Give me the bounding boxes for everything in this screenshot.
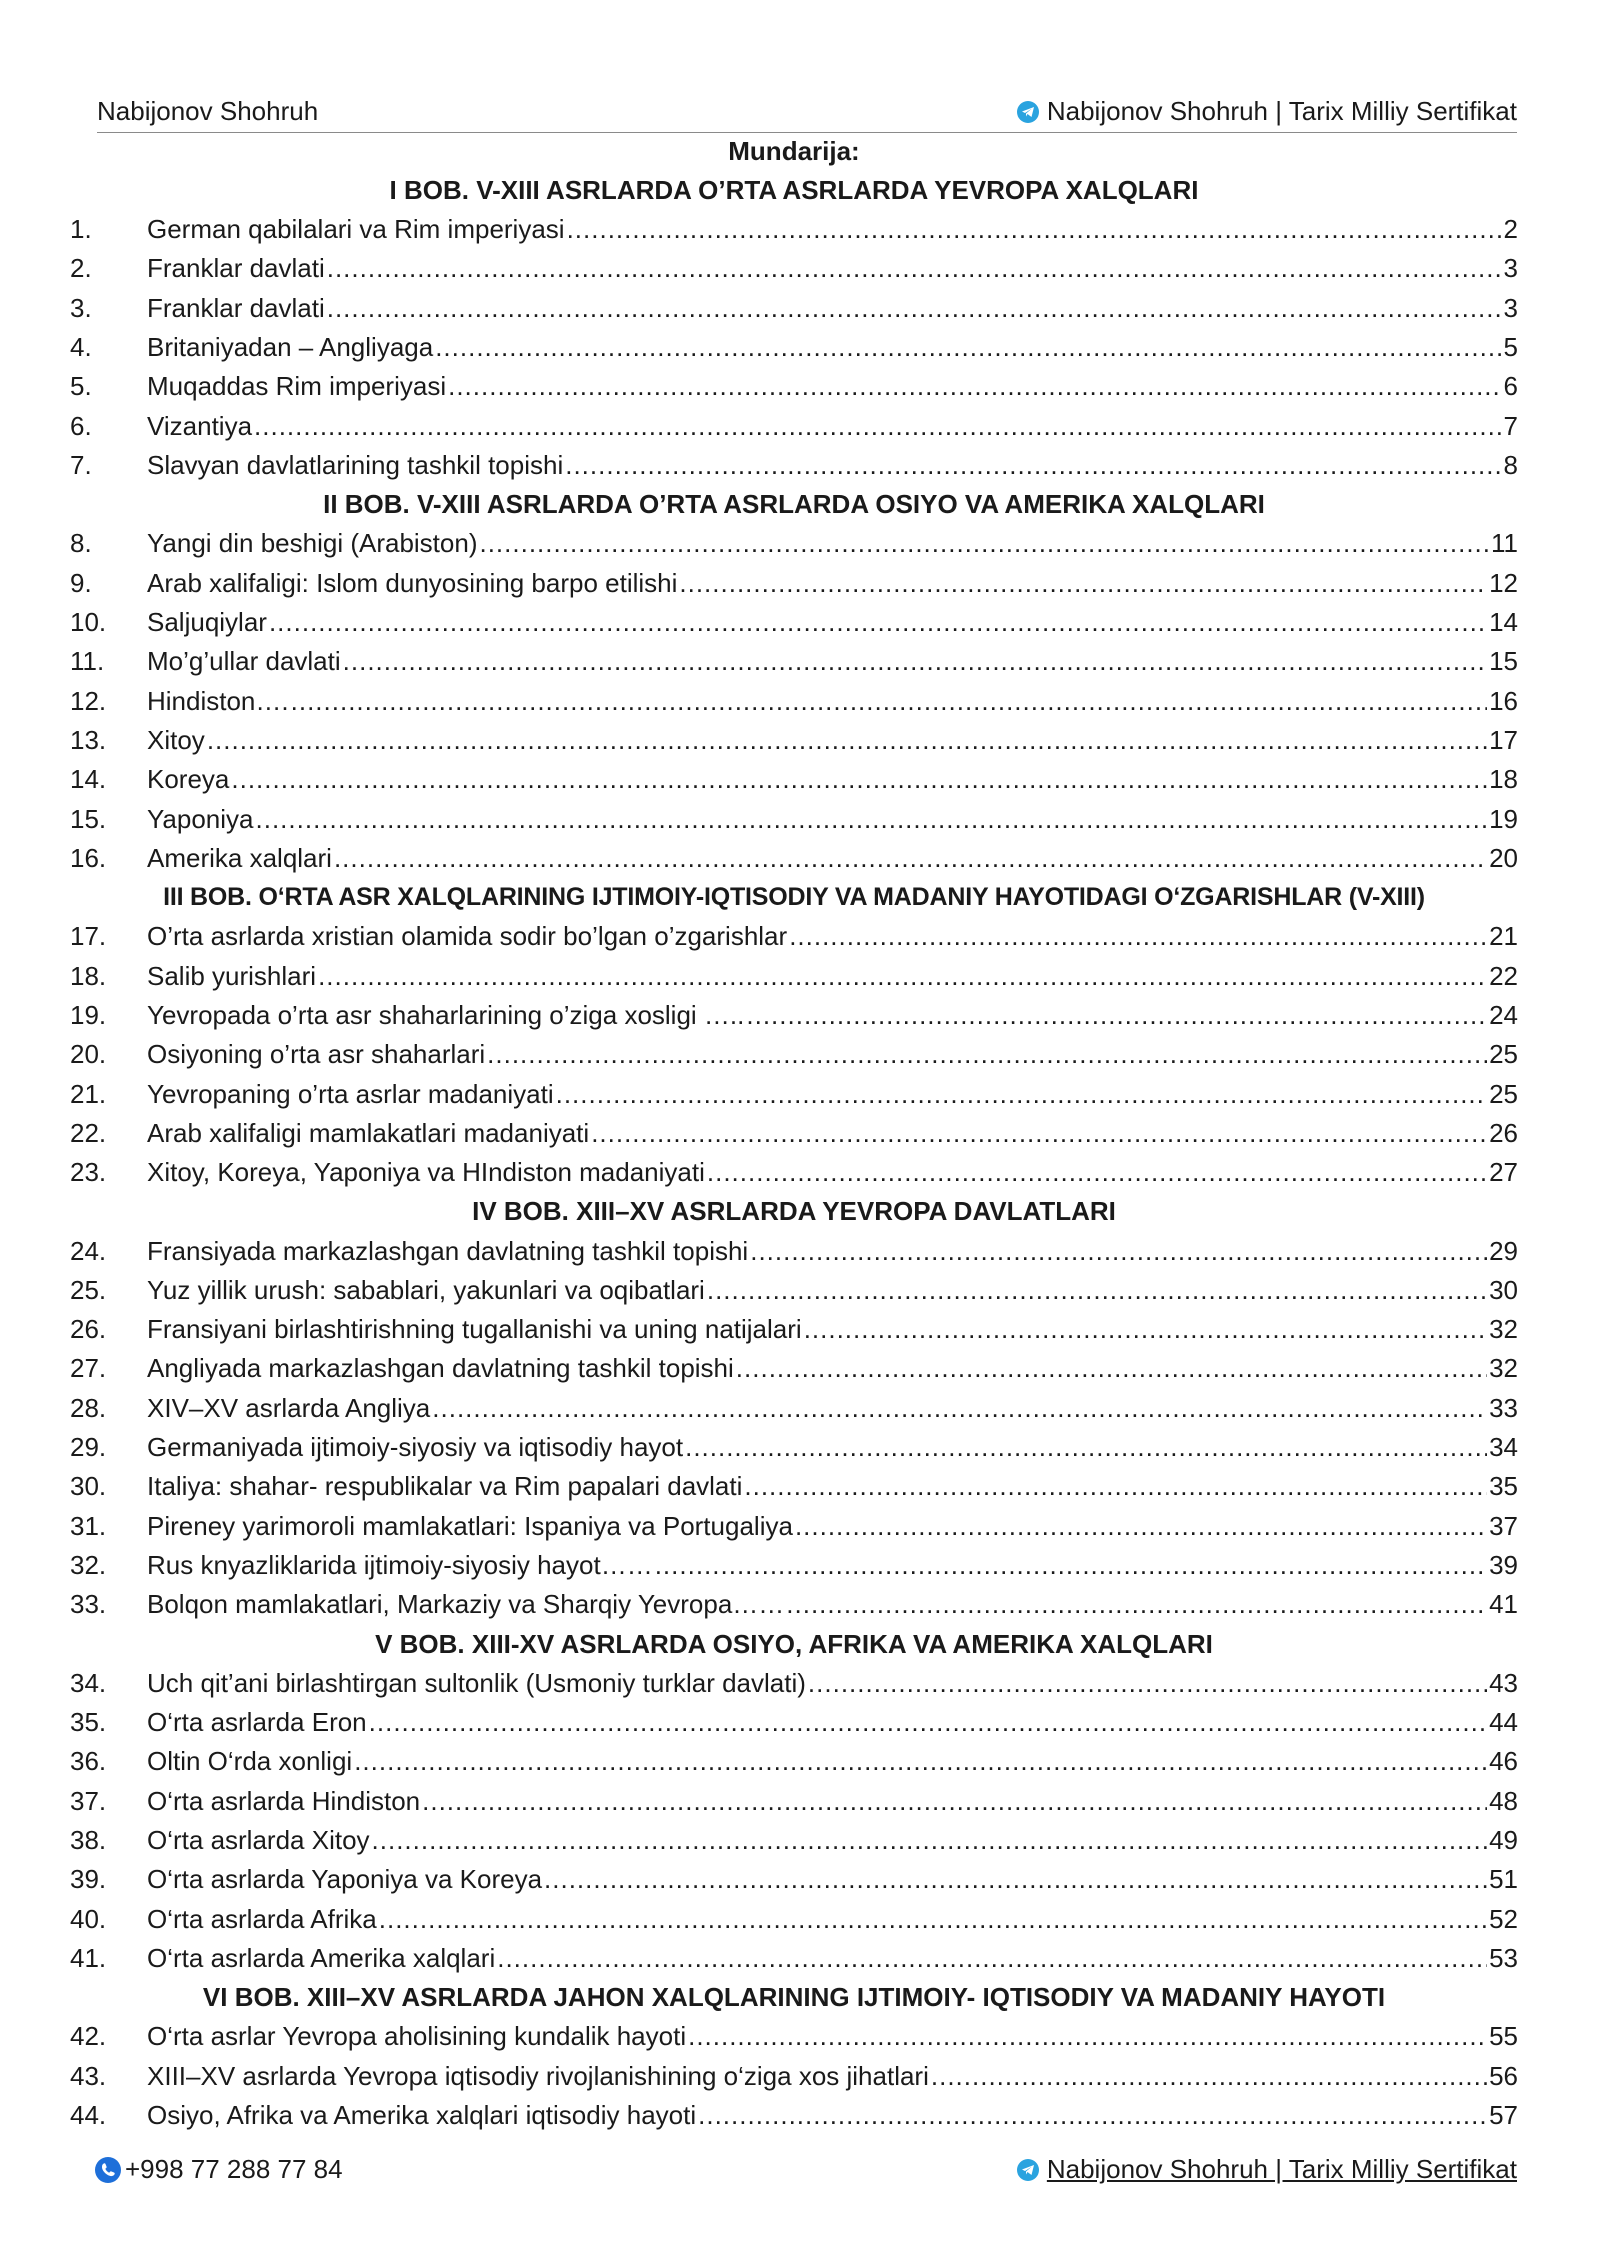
toc-title: Mundarija: (728, 136, 860, 166)
toc-entry-page: 43 (1489, 1667, 1518, 1698)
toc-entry-page: 2 (1503, 214, 1518, 245)
toc-entry-number: 26. (70, 1314, 107, 1345)
toc-entry-title: Yevropaning o’rta asrlar madaniyati (147, 1078, 554, 1109)
toc-entry-number: 34. (70, 1667, 107, 1698)
toc-entry-title: XIII–XV asrlarda Yevropa iqtisodiy rivojlanishining o‘ziga xos jihatlari (147, 2060, 929, 2091)
toc-entry[interactable] (70, 1900, 1518, 1939)
toc-entry-page: 48 (1489, 1785, 1518, 1816)
dot-leader (497, 1939, 1487, 1978)
toc-entry-number: 43. (70, 2060, 107, 2091)
header-channel-text: Nabijonov Shohruh | Tarix Milliy Sertifikat (1046, 96, 1517, 126)
toc-entry-number: 35. (70, 1707, 107, 1738)
toc-entry[interactable] (70, 1860, 1518, 1899)
toc-entry-number: 28. (70, 1392, 107, 1423)
toc-entry-page: 46 (1489, 1746, 1518, 1777)
dot-leader (269, 603, 1487, 642)
dot-leader (448, 367, 1501, 406)
toc-entry-title: Osiyoning o’rta asr shaharlari (147, 1039, 486, 1070)
toc-entry[interactable] (70, 367, 1518, 406)
dot-leader (786, 1585, 1487, 1624)
chapter-heading: V BOB. XIII-XV ASRLARDA OSIYO, AFRIKA VA AMERIKA XALQLARI (375, 1628, 1213, 1659)
toc-entry-title: Franklar davlati (147, 292, 325, 323)
dot-leader (231, 760, 1487, 799)
toc-entry-title: O‘rta asrlarda Afrika (147, 1903, 377, 1934)
toc-entry-number: 4. (70, 332, 92, 363)
toc-entry[interactable] (70, 1428, 1518, 1467)
toc-entry-title: Osiyo, Afrika va Amerika xalqlari iqtisodiy hayoti (147, 2099, 697, 2130)
toc-entry-title: Germaniyada ijtimoiy-siyosiy va iqtisodiy hayot (147, 1432, 684, 1463)
toc-entry-page: 34 (1489, 1432, 1518, 1463)
dot-leader (432, 1389, 1487, 1428)
toc-entry-title: Yevropada o’rta asr shaharlarining o’ziga xosligi ….. (147, 999, 745, 1030)
toc-entry-title: Yangi din beshigi (Arabiston) (147, 528, 478, 559)
toc-entry-page: 12 (1489, 567, 1518, 598)
toc-entry-page: 11 (1491, 528, 1518, 559)
telegram-icon (1017, 101, 1039, 123)
footer-contact[interactable] (95, 2154, 343, 2185)
dot-leader (655, 1546, 1487, 1585)
toc-entry-title: O‘rta asrlarda Xitoy (147, 1824, 370, 1855)
toc-entry-page: 26 (1489, 1117, 1518, 1148)
toc-entry-page: 3 (1503, 292, 1518, 323)
toc-entry[interactable] (70, 564, 1518, 603)
chapter-heading: IV BOB. XIII–XV ASRLARDA YEVROPA DAVLATLARI (472, 1196, 1116, 1227)
toc-entry-page: 52 (1489, 1903, 1518, 1934)
toc-entry-title: Amerika xalqlari (147, 842, 332, 873)
toc-entry[interactable] (70, 760, 1518, 799)
toc-entry-number: 13. (70, 724, 107, 755)
dot-leader (291, 682, 1487, 721)
toc-entry-title: Vizantiya (147, 410, 253, 441)
dot-leader (354, 1742, 1487, 1781)
toc-entry[interactable] (70, 1389, 1518, 1428)
dot-leader (334, 839, 1487, 878)
toc-entry[interactable] (70, 1507, 1518, 1546)
toc-entry-number: 30. (70, 1471, 107, 1502)
dot-leader (750, 1232, 1487, 1271)
toc-entry-number: 1. (70, 214, 92, 245)
toc-entry-number: 38. (70, 1824, 107, 1855)
dot-leader (707, 1271, 1487, 1310)
toc-entry-title: Fransiyada markazlashgan davlatning tashkil topishi (147, 1235, 749, 1266)
toc-entry[interactable] (70, 1349, 1518, 1388)
dot-leader (567, 210, 1502, 249)
toc-entry-page: 55 (1489, 2021, 1518, 2052)
dot-leader (327, 249, 1502, 288)
toc-entry[interactable] (70, 210, 1518, 249)
toc-entry-page: 53 (1489, 1942, 1518, 1973)
toc-entry-number: 20. (70, 1039, 107, 1070)
toc-entry-page: 25 (1489, 1039, 1518, 1070)
dot-leader (256, 800, 1488, 839)
toc-entry[interactable] (70, 1664, 1518, 1703)
toc-entry[interactable] (70, 407, 1518, 446)
toc-entry-page: 33 (1489, 1392, 1518, 1423)
toc-entry-page: 16 (1489, 685, 1518, 716)
chapter-heading: VI BOB. XIII–XV ASRLARDA JAHON XALQLARINING IJTIMOIY- IQTISODIY VA MADANIY HAYOTI (202, 1982, 1386, 2013)
toc-entry[interactable] (70, 1232, 1518, 1271)
toc-entry[interactable] (70, 1153, 1518, 1192)
toc-entry[interactable] (70, 1114, 1518, 1153)
dot-leader (379, 1900, 1487, 1939)
toc-entry-number: 15. (70, 803, 107, 834)
footer-channel-link[interactable]: Nabijonov Shohruh | Tarix Milliy Sertifikat (1046, 2154, 1517, 2184)
footer-phone: +998 77 288 77 84 (125, 2154, 343, 2184)
toc-entry[interactable] (70, 682, 1518, 721)
toc-entry-title: Uch qit’ani birlashtirgan sultonlik (Usmoniy turklar davlati) (147, 1667, 806, 1698)
toc-entry-page: 56 (1489, 2060, 1518, 2091)
phone-icon (95, 2157, 121, 2183)
toc-entry-title: Yaponiya (147, 803, 254, 834)
toc-entry-title: Muqaddas Rim imperiyasi (147, 371, 447, 402)
dot-leader (254, 407, 1502, 446)
toc-entry-page: 39 (1489, 1549, 1518, 1580)
toc-entry-number: 31. (70, 1510, 107, 1541)
toc-entry-title: O‘rta asrlarda Yaponiya va Koreya (147, 1864, 543, 1895)
toc-entry-title: O‘rta asrlar Yevropa aholisining kundalik hayoti (147, 2021, 687, 2052)
dot-leader (789, 917, 1487, 956)
dot-leader (707, 1153, 1487, 1192)
toc-entry-title: Yuz yillik urush: sabablari, yakunlari va oqibatlari (147, 1274, 705, 1305)
toc-entry[interactable] (70, 1821, 1518, 1860)
toc-entry-number: 42. (70, 2021, 107, 2052)
toc-entry-page: 49 (1489, 1824, 1518, 1855)
toc-entry[interactable] (70, 1546, 1518, 1585)
dot-leader (369, 1703, 1487, 1742)
toc-entry[interactable] (70, 957, 1518, 996)
toc-entry-number: 3. (70, 292, 92, 323)
toc-entry[interactable] (70, 524, 1518, 563)
dot-leader (679, 564, 1487, 603)
toc-entry-title: Angliyada markazlashgan davlatning tashkil topishi (147, 1353, 734, 1384)
dot-leader (746, 996, 1487, 1035)
toc-entry[interactable] (70, 839, 1518, 878)
toc-entry-page: 3 (1503, 253, 1518, 284)
toc-entry-page: 41 (1489, 1589, 1518, 1620)
toc-entry-page: 22 (1489, 960, 1518, 991)
toc-entry[interactable] (70, 2057, 1518, 2096)
toc-entry-page: 19 (1489, 803, 1518, 834)
toc-entry-number: 17. (70, 921, 107, 952)
toc-entry-page: 8 (1503, 449, 1518, 480)
toc-entry-title: Britaniyadan – Angliyaga (147, 332, 434, 363)
toc-entry-number: 37. (70, 1785, 107, 1816)
dot-leader (544, 1860, 1487, 1899)
toc-entry-title: Xitoy (147, 724, 205, 755)
toc-entry-title: O’rta asrlarda xristian olamida sodir bo’lgan o’zgarishlar (147, 921, 788, 952)
toc-entry-number: 2. (70, 253, 92, 284)
toc-entry-title: Koreya (147, 764, 230, 795)
toc-entry[interactable] (70, 2096, 1518, 2135)
toc-entry[interactable] (70, 721, 1518, 760)
dot-leader (591, 1114, 1487, 1153)
toc-entry-number: 23. (70, 1157, 107, 1188)
toc-entry-page: 5 (1503, 332, 1518, 363)
toc-entry-page: 24 (1489, 999, 1518, 1030)
toc-entry-number: 44. (70, 2099, 107, 2130)
toc-entry-title: O‘rta asrlarda Eron (147, 1707, 367, 1738)
toc-entry-title: German qabilalari va Rim imperiyasi (147, 214, 565, 245)
toc-entry-number: 36. (70, 1746, 107, 1777)
toc-entry-number: 10. (70, 607, 107, 638)
toc-entry-title: Saljuqiylar (147, 607, 267, 638)
toc-entry-page: 6 (1503, 371, 1518, 402)
table-of-contents (70, 132, 1518, 2135)
dot-leader (343, 642, 1487, 681)
toc-entry-page: 25 (1489, 1078, 1518, 1109)
toc-entry[interactable] (70, 446, 1518, 485)
toc-entry-page: 57 (1489, 2099, 1518, 2130)
toc-entry-title: XIV–XV asrlarda Angliya (147, 1392, 431, 1423)
toc-entry-title: Arab xalifaligi: Islom dunyosining barpo etilishi (147, 567, 678, 598)
telegram-icon (1017, 2159, 1039, 2181)
dot-leader (931, 2057, 1487, 2096)
toc-entry-title: Italiya: shahar- respublikalar va Rim papalari davlati (147, 1471, 743, 1502)
dot-leader (556, 1075, 1487, 1114)
toc-entry-page: 14 (1489, 607, 1518, 638)
dot-leader (435, 328, 1501, 367)
toc-entry-page: 44 (1489, 1707, 1518, 1738)
toc-entry-number: 21. (70, 1078, 107, 1109)
toc-entry-page: 27 (1489, 1157, 1518, 1188)
toc-entry[interactable] (70, 642, 1518, 681)
toc-entry-title: Arab xalifaligi mamlakatlari madaniyati (147, 1117, 590, 1148)
dot-leader (487, 1035, 1487, 1074)
dot-leader (698, 2096, 1487, 2135)
toc-entry-number: 7. (70, 449, 92, 480)
page-header (97, 96, 1517, 133)
toc-entry-number: 11. (70, 646, 105, 677)
chapter-heading: I BOB. V-XIII ASRLARDA O’RTA ASRLARDA YEVROPA XALQLARI (389, 175, 1199, 205)
toc-entry[interactable] (70, 1939, 1518, 1978)
toc-entry-page: 32 (1489, 1353, 1518, 1384)
toc-entry-page: 7 (1503, 410, 1518, 441)
dot-leader (688, 2017, 1487, 2056)
toc-entry-page: 51 (1489, 1864, 1518, 1895)
dot-leader (685, 1428, 1487, 1467)
header-channel[interactable] (1017, 96, 1517, 127)
toc-entry-title: Hindiston…. (147, 685, 289, 716)
chapter-heading: III BOB. O‘RTA ASR XALQLARINING IJTIMOIY-IQTISODIY VA MADANIY HAYOTIDAGI O‘ZGARISHLAR (V-XIII) (163, 883, 1425, 912)
toc-entry[interactable] (70, 328, 1518, 367)
toc-entry[interactable] (70, 1585, 1518, 1624)
dot-leader (372, 1821, 1488, 1860)
dot-leader (207, 721, 1487, 760)
dot-leader (808, 1664, 1487, 1703)
toc-entry-title: Franklar davlati (147, 253, 325, 284)
toc-entry-title: Mo’g’ullar davlati (147, 646, 341, 677)
toc-entry-page: 35 (1489, 1471, 1518, 1502)
toc-entry-page: 17 (1489, 724, 1518, 755)
toc-entry-number: 22. (70, 1117, 107, 1148)
toc-entry-page: 30 (1489, 1274, 1518, 1305)
toc-entry[interactable] (70, 1271, 1518, 1310)
toc-entry-number: 12. (70, 685, 107, 716)
toc-entry-title: Slavyan davlatlarining tashkil topishi (147, 449, 564, 480)
toc-entry-title: Oltin O‘rda xonligi (147, 1746, 353, 1777)
toc-entry-page: 32 (1489, 1314, 1518, 1345)
toc-entry-number: 9. (70, 567, 92, 598)
toc-entry[interactable] (70, 603, 1518, 642)
toc-entry-page: 18 (1489, 764, 1518, 795)
toc-entry[interactable] (70, 1742, 1518, 1781)
toc-entry-number: 14. (70, 764, 107, 795)
dot-leader (422, 1782, 1487, 1821)
toc-entry-number: 18. (70, 960, 107, 991)
dot-leader (736, 1349, 1487, 1388)
toc-entry-page: 21 (1489, 921, 1518, 952)
toc-entry-title: Xitoy, Koreya, Yaponiya va HIndiston madaniyati (147, 1157, 705, 1188)
toc-entry-number: 39. (70, 1864, 107, 1895)
dot-leader (804, 1310, 1487, 1349)
dot-leader (318, 957, 1487, 996)
dot-leader (479, 524, 1489, 563)
toc-entry-number: 24. (70, 1235, 107, 1266)
toc-entry-number: 8. (70, 528, 92, 559)
toc-entry[interactable] (70, 249, 1518, 288)
dot-leader (744, 1467, 1487, 1506)
footer-channel[interactable] (1017, 2154, 1517, 2185)
toc-entry-number: 32. (70, 1549, 107, 1580)
toc-entry-number: 41. (70, 1942, 107, 1973)
toc-entry[interactable] (70, 1075, 1518, 1114)
toc-entry[interactable] (70, 1035, 1518, 1074)
toc-entry[interactable] (70, 1703, 1518, 1742)
toc-entry-title: Pireney yarimoroli mamlakatlari: Ispaniya va Portugaliya (147, 1510, 793, 1541)
chapter-heading: II BOB. V-XIII ASRLARDA O’RTA ASRLARDA OSIYO VA AMERIKA XALQLARI (323, 489, 1265, 520)
toc-entry-title: Fransiyani birlashtirishning tugallanishi va uning natijalari (147, 1314, 802, 1345)
dot-leader (795, 1507, 1487, 1546)
toc-entry-page: 15 (1489, 646, 1518, 677)
toc-entry-page: 29 (1489, 1235, 1518, 1266)
page-footer (95, 2154, 1517, 2190)
toc-entry-title: Bolqon mamlakatlari, Markaziy va Sharqiy Yevropa…… (147, 1589, 785, 1620)
toc-entry[interactable] (70, 1310, 1518, 1349)
toc-entry[interactable] (70, 917, 1518, 956)
toc-entry[interactable] (70, 1782, 1518, 1821)
toc-entry[interactable] (70, 289, 1518, 328)
toc-body (70, 171, 1518, 2135)
toc-entry-title: Salib yurishlari (147, 960, 317, 991)
toc-entry[interactable] (70, 1467, 1518, 1506)
toc-entry-page: 37 (1489, 1510, 1518, 1541)
toc-entry-page: 20 (1489, 842, 1518, 873)
toc-entry[interactable] (70, 996, 1518, 1035)
dot-leader (565, 446, 1501, 485)
toc-entry-title: O‘rta asrlarda Amerika xalqlari (147, 1942, 496, 1973)
toc-entry-number: 27. (70, 1353, 107, 1384)
toc-entry-number: 25. (70, 1274, 107, 1305)
toc-entry-number: 16. (70, 842, 107, 873)
toc-entry[interactable] (70, 2017, 1518, 2056)
toc-entry-title: Rus knyazliklarida ijtimoiy-siyosiy hayot…… (147, 1549, 653, 1580)
toc-entry-number: 33. (70, 1589, 107, 1620)
toc-entry-number: 29. (70, 1432, 107, 1463)
toc-entry-title: O‘rta asrlarda Hindiston (147, 1785, 421, 1816)
toc-entry-number: 5. (70, 371, 92, 402)
header-author: Nabijonov Shohruh (97, 96, 319, 126)
dot-leader (327, 289, 1502, 328)
toc-entry-number: 40. (70, 1903, 107, 1934)
toc-entry-number: 19. (70, 999, 107, 1030)
toc-entry-number: 6. (70, 410, 92, 441)
toc-entry[interactable] (70, 800, 1518, 839)
